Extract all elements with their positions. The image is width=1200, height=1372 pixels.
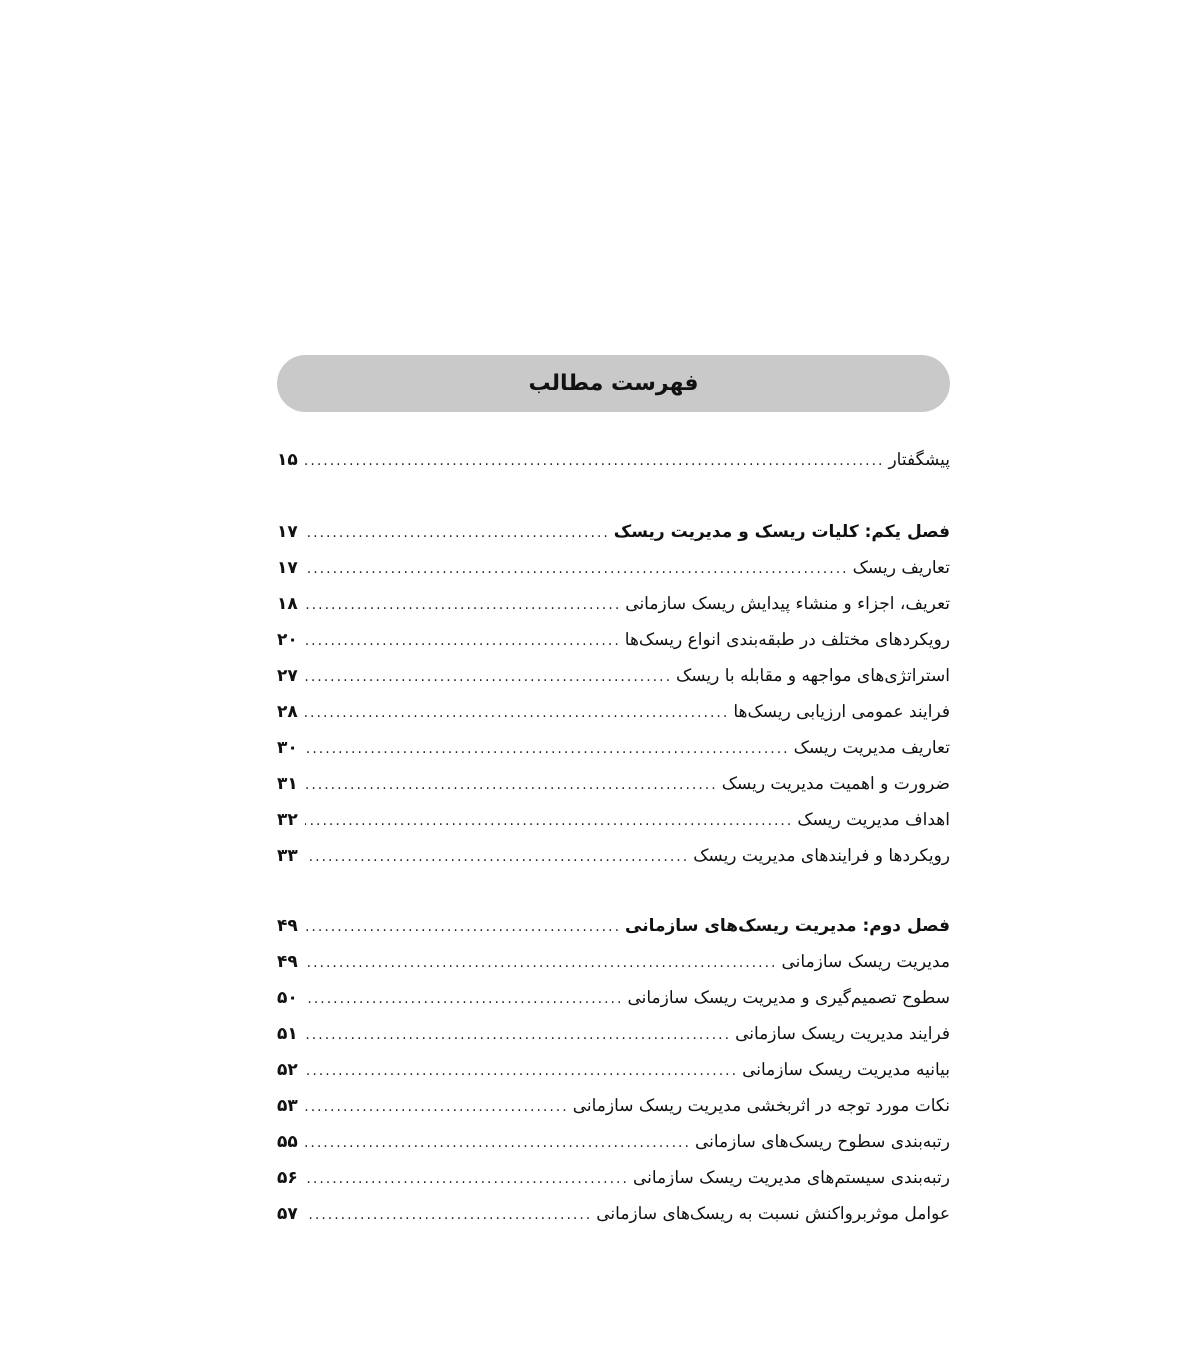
toc-entry[interactable] [277, 944, 950, 980]
toc-entry-label: نکات مورد توجه در اثربخشی مدیریت ریسک سازمانی [572, 1096, 950, 1116]
toc-page-number: ۵۱ [277, 1024, 298, 1044]
toc-entry-label: استراتژی‌های مواجهه و مقابله با ریسک [676, 666, 950, 686]
toc-entry[interactable] [277, 550, 950, 586]
toc-page-number: ۴۹ [277, 952, 298, 972]
toc-page-number: ۵۷ [277, 1204, 298, 1224]
toc-page-number: ۱۷ [277, 558, 298, 578]
toc-entry[interactable] [277, 1052, 950, 1088]
toc-page-number: ۵۰ [277, 988, 298, 1008]
toc-entry-label: ضرورت و اهمیت مدیریت ریسک [721, 774, 950, 794]
dot-leader [305, 803, 793, 839]
dot-leader [305, 1197, 592, 1233]
toc-entry-label: بیانیه مدیریت ریسک سازمانی [742, 1060, 950, 1080]
dot-leader [305, 945, 777, 981]
toc-page-number: ۳۰ [277, 738, 298, 758]
toc-entry[interactable] [277, 766, 950, 802]
toc-page-number: ۳۱ [277, 774, 298, 794]
toc-entry-label: فصل دوم: مدیریت ریسک‌های سازمانی [625, 916, 950, 936]
dot-leader [305, 443, 884, 479]
toc-entry-label: تعاریف مدیریت ریسک [793, 738, 950, 758]
toc-entry-label: فصل یکم: کلیات ریسک و مدیریت ریسک [613, 522, 950, 542]
toc-page-number: ۴۹ [277, 916, 298, 936]
dot-leader [305, 659, 672, 695]
toc-entry[interactable] [277, 586, 950, 622]
dot-leader [305, 731, 790, 767]
toc-entry-label: رتبه‌بندی سطوح ریسک‌های سازمانی [694, 1132, 950, 1152]
toc-chapter-heading[interactable] [277, 514, 950, 550]
toc-chapter-heading[interactable] [277, 908, 950, 944]
toc-page-number: ۳۲ [277, 810, 298, 830]
dot-leader [305, 587, 621, 623]
toc-entry-label: فرایند عمومی ارزیابی ریسک‌ها [733, 702, 950, 722]
toc-entry-preface[interactable] [277, 442, 950, 478]
toc-entry[interactable] [277, 980, 950, 1016]
toc-entry[interactable] [277, 622, 950, 658]
toc-entry[interactable] [277, 1088, 950, 1124]
toc-page-number: ۲۰ [277, 630, 298, 650]
toc-entry-label: تعاریف ریسک [852, 558, 950, 578]
toc-page-number: ۵۶ [277, 1168, 298, 1188]
toc-entry-label: رویکردهای مختلف در طبقه‌بندی انواع ریسک‌ها [624, 630, 950, 650]
dot-leader [305, 1161, 629, 1197]
toc-title-bar [277, 355, 950, 412]
toc-entry-label: فرایند مدیریت ریسک سازمانی [735, 1024, 950, 1044]
toc-entry[interactable] [277, 802, 950, 838]
toc-entry[interactable] [277, 1160, 950, 1196]
toc-entry-label: تعریف، اجزاء و منشاء پیدایش ریسک سازمانی [625, 594, 950, 614]
dot-leader [305, 551, 849, 587]
toc-page-number: ۱۷ [277, 522, 298, 542]
toc-entry[interactable] [277, 1196, 950, 1232]
toc-entry-label: مدیریت ریسک سازمانی [781, 952, 950, 972]
toc-page-number: ۱۵ [277, 450, 298, 470]
toc-entry-label: اهداف مدیریت ریسک [797, 810, 950, 830]
toc-entry-label: سطوح تصمیم‌گیری و مدیریت ریسک سازمانی [627, 988, 950, 1008]
toc-page-number: ۵۳ [277, 1096, 298, 1116]
toc-chapter-1 [277, 514, 950, 874]
toc-entry[interactable] [277, 694, 950, 730]
toc-entry[interactable] [277, 1016, 950, 1052]
dot-leader [305, 623, 621, 659]
dot-leader [305, 839, 689, 875]
dot-leader [305, 1053, 738, 1089]
dot-leader [305, 515, 610, 551]
dot-leader [305, 981, 623, 1017]
toc-page-number: ۵۵ [277, 1132, 298, 1152]
dot-leader [305, 695, 729, 731]
toc-entry[interactable] [277, 658, 950, 694]
dot-leader [305, 1089, 569, 1125]
toc-chapter-2 [277, 908, 950, 1232]
dot-leader [305, 1017, 731, 1053]
toc-entry-label: عوامل موثربرواکنش نسبت به ریسک‌های سازمانی [596, 1204, 950, 1224]
dot-leader [305, 909, 621, 945]
toc-entry-label: رویکردها و فرایندهای مدیریت ریسک [693, 846, 950, 866]
toc-page-number: ۱۸ [277, 594, 298, 614]
dot-leader [305, 767, 718, 803]
toc-entry[interactable] [277, 1124, 950, 1160]
toc-page-number: ۲۸ [277, 702, 298, 722]
toc-entry-label: پیشگفتار [888, 450, 950, 470]
toc-page-number: ۳۳ [277, 846, 298, 866]
toc-title: فهرست مطالب [528, 371, 699, 396]
toc-page-number: ۲۷ [277, 666, 298, 686]
toc-entry[interactable] [277, 838, 950, 874]
toc-page-number: ۵۲ [277, 1060, 298, 1080]
toc-entry-label: رتبه‌بندی سیستم‌های مدیریت ریسک سازمانی [632, 1168, 950, 1188]
toc-entry[interactable] [277, 730, 950, 766]
dot-leader [305, 1125, 691, 1161]
toc-preface-group [277, 442, 950, 478]
